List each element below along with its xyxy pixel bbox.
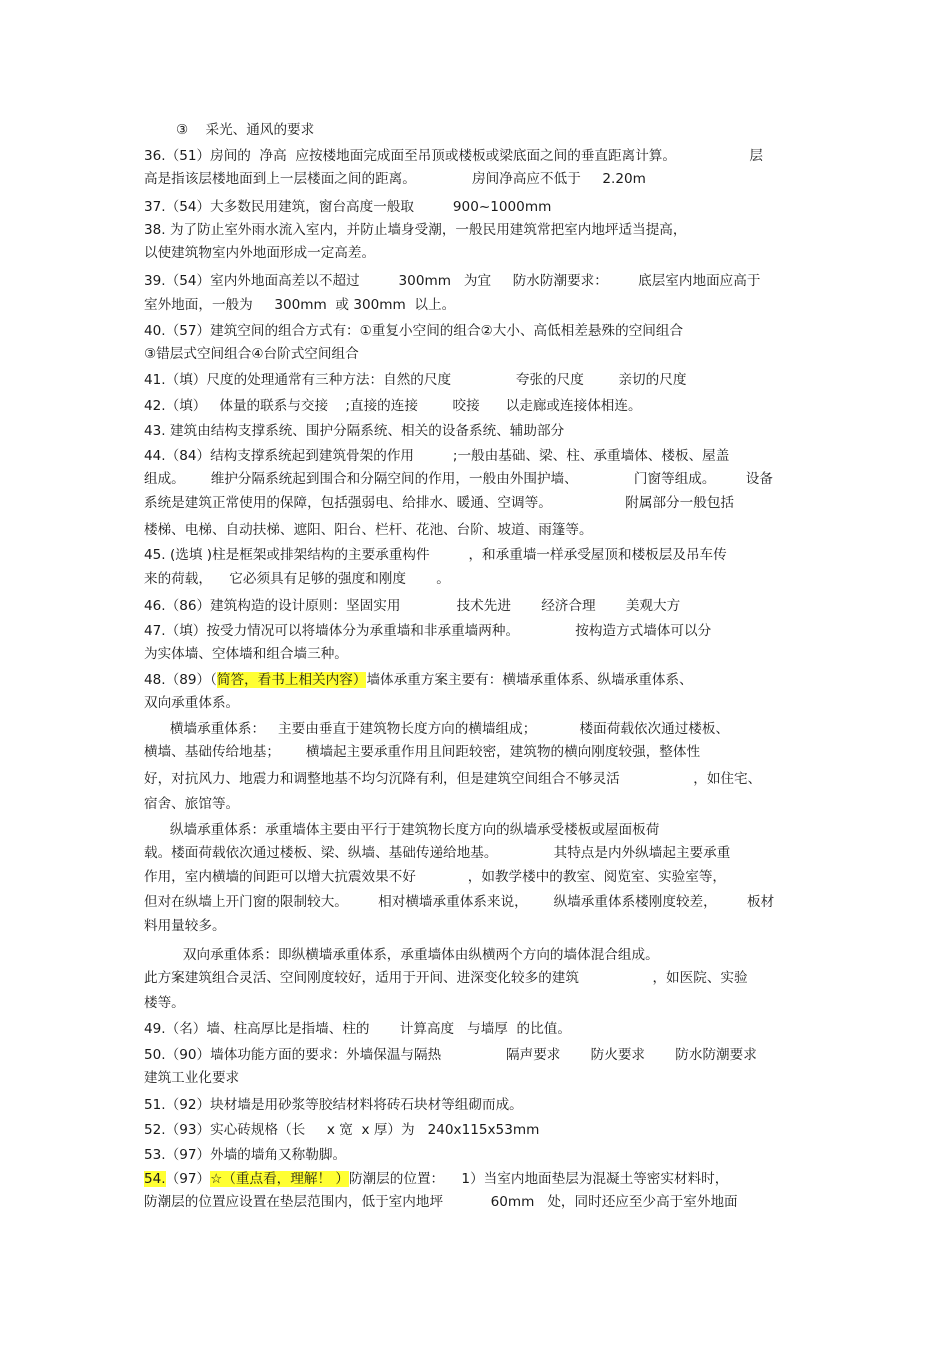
text-line: 41.（填）尺度的处理通常有三种方法：自然的尺度 夸张的尺度 亲切的尺度 <box>144 372 687 388</box>
text-line: 53.（97）外墙的墙角又称勒脚。 <box>144 1147 347 1163</box>
text-line: 双向承重体系：即纵横墙承重体系，承重墙体由纵横两个方向的墙体混合组成。 <box>144 947 659 963</box>
text-line: 为实体墙、空体墙和组合墙三种。 <box>144 646 348 662</box>
text-line: 载。楼面荷载依次通过楼板、梁、纵墙、基础传递给地基。 其特点是内外纵墙起主要承重 <box>144 845 731 861</box>
text-line: 47.（填）按受力情况可以将墙体分为承重墙和非承重墙两种。 按构造方式墙体可以分 <box>144 623 712 639</box>
highlighted-note: 简答，看书上相关内容） <box>216 672 367 688</box>
text-line: 高是指该层楼地面到上一层楼面之间的距离。 房间净高应不低于 2.20m <box>144 171 646 187</box>
text-line: 39.（54）室内外地面高差以不超过 300mm 为宜 防水防潮要求： 底层室内地面应高于 <box>144 273 761 289</box>
text-line: 纵墙承重体系：承重墙体主要由平行于建筑物长度方向的纵墙承受楼板或屋面板荷 <box>144 822 660 838</box>
text-line: 楼梯、电梯、自动扶梯、遮阳、阳台、栏杆、花池、台阶、坡道、雨篷等。 <box>144 522 593 538</box>
text-line: 42.（填） 体量的联系与交接 ;直接的连接 咬接 以走廊或连接体相连。 <box>144 398 642 414</box>
text-line: 好，对抗风力、地震力和调整地基不均匀沉降有利，但是建筑空间组合不够灵活 ，如住宅、 <box>144 771 762 787</box>
text-line: 横墙、基础传给地基； 横墙起主要承重作用且间距较密，建筑物的横向刚度较强，整体性 <box>144 744 701 760</box>
text-line: 46.（86）建筑构造的设计原则：坚固实用 技术先进 经济合理 美观大方 <box>144 598 681 614</box>
text-segment: 48.（89）（ <box>144 672 217 688</box>
text-line: 室外地面，一般为 300mm 或 300mm 以上。 <box>144 297 456 313</box>
text-line: 以使建筑物室内外地面形成一定高差。 <box>144 245 376 261</box>
text-line: 宿舍、旅馆等。 <box>144 796 240 812</box>
text-line: 来的荷载， 它必须具有足够的强度和刚度 。 <box>144 571 450 587</box>
text-line: 52.（93）实心砖规格（长 x 宽 x 厚）为 240x115x53mm <box>144 1122 540 1138</box>
text-line: 36.（51）房间的 净高 应按楼地面完成面至吊顶或楼板或梁底面之间的垂直距离计算。 层 <box>144 148 764 164</box>
text-line: 双向承重体系。 <box>144 695 240 711</box>
text-segment: （97） <box>165 1171 211 1187</box>
text-line: 38. 为了防止室外雨水流入室内，并防止墙身受潮，一般民用建筑常把室内地坪适当提高， <box>144 222 687 238</box>
text-line: 建筑工业化要求 <box>144 1070 240 1086</box>
text-line: 49.（名）墙、柱高厚比是指墙、柱的 计算高度 与墙厚 的比值。 <box>144 1021 571 1037</box>
text-segment: 防潮层的位置： 1）当室内地面垫层为混凝土等密实材料时， <box>348 1171 729 1187</box>
text-line: 40.（57）建筑空间的组合方式有：①重复小空间的组合②大小、高低相差悬殊的空间组合 <box>144 323 684 339</box>
text-line: 横墙承重体系： 主要由垂直于建筑物长度方向的横墙组成； 楼面荷载依次通过楼板、 <box>144 721 730 737</box>
text-line: 43. 建筑由结构支撑系统、围护分隔系统、相关的设备系统、辅助部分 <box>144 423 565 439</box>
text-line-highlighted <box>144 1170 728 1188</box>
highlighted-note: ☆（重点看，理解！ ） <box>210 1171 349 1187</box>
highlighted-note: 54. <box>144 1171 166 1187</box>
text-line-highlighted <box>144 671 693 689</box>
text-line: 系统是建筑正常使用的保障，包括强弱电、给排水、暖通、空调等。 附属部分一般包括 <box>144 495 735 511</box>
text-line: ③错层式空间组合④台阶式空间组合 <box>144 346 359 362</box>
text-line: 料用量较多。 <box>144 918 226 934</box>
text-line: 51.（92）块材墙是用砂浆等胶结材料将砖石块材等组砌而成。 <box>144 1097 523 1113</box>
text-line: ③ 采光、通风的要求 <box>176 122 315 138</box>
text-line: 45. (选填 )柱是框架或排架结构的主要承重构件 ，和承重墙一样承受屋顶和楼板层及吊车传 <box>144 547 727 563</box>
text-line: 防潮层的位置应设置在垫层范围内，低于室内地坪 60mm 处，同时还应至少高于室外地面 <box>144 1194 738 1210</box>
text-line: 50.（90）墙体功能方面的要求：外墙保温与隔热 隔声要求 防火要求 防水防潮要求 <box>144 1047 757 1063</box>
text-line: 组成。 维护分隔系统起到围合和分隔空间的作用，一般由外围护墙、 门窗等组成。 设备 <box>144 471 773 487</box>
text-line: 此方案建筑组合灵活、空间刚度较好，适用于开间、进深变化较多的建筑 ，如医院、实验 <box>144 970 748 986</box>
text-line: 但对在纵墙上开门窗的限制较大。 相对横墙承重体系来说， 纵墙承重体系楼刚度较差， 板材 <box>144 894 775 910</box>
text-segment: 墙体承重方案主要有：横墙承重体系、纵墙承重体系、 <box>366 672 693 688</box>
text-line: 楼等。 <box>144 995 185 1011</box>
text-line: 作用，室内横墙的间距可以增大抗震效果不好 ，如教学楼中的教室、阅览室、实验室等， <box>144 869 727 885</box>
text-line: 37.（54）大多数民用建筑，窗台高度一般取 900~1000mm <box>144 199 552 215</box>
text-line: 44.（84）结构支撑系统起到建筑骨架的作用 ;一般由基础、梁、柱、承重墙体、楼板、屋盖 <box>144 448 730 464</box>
